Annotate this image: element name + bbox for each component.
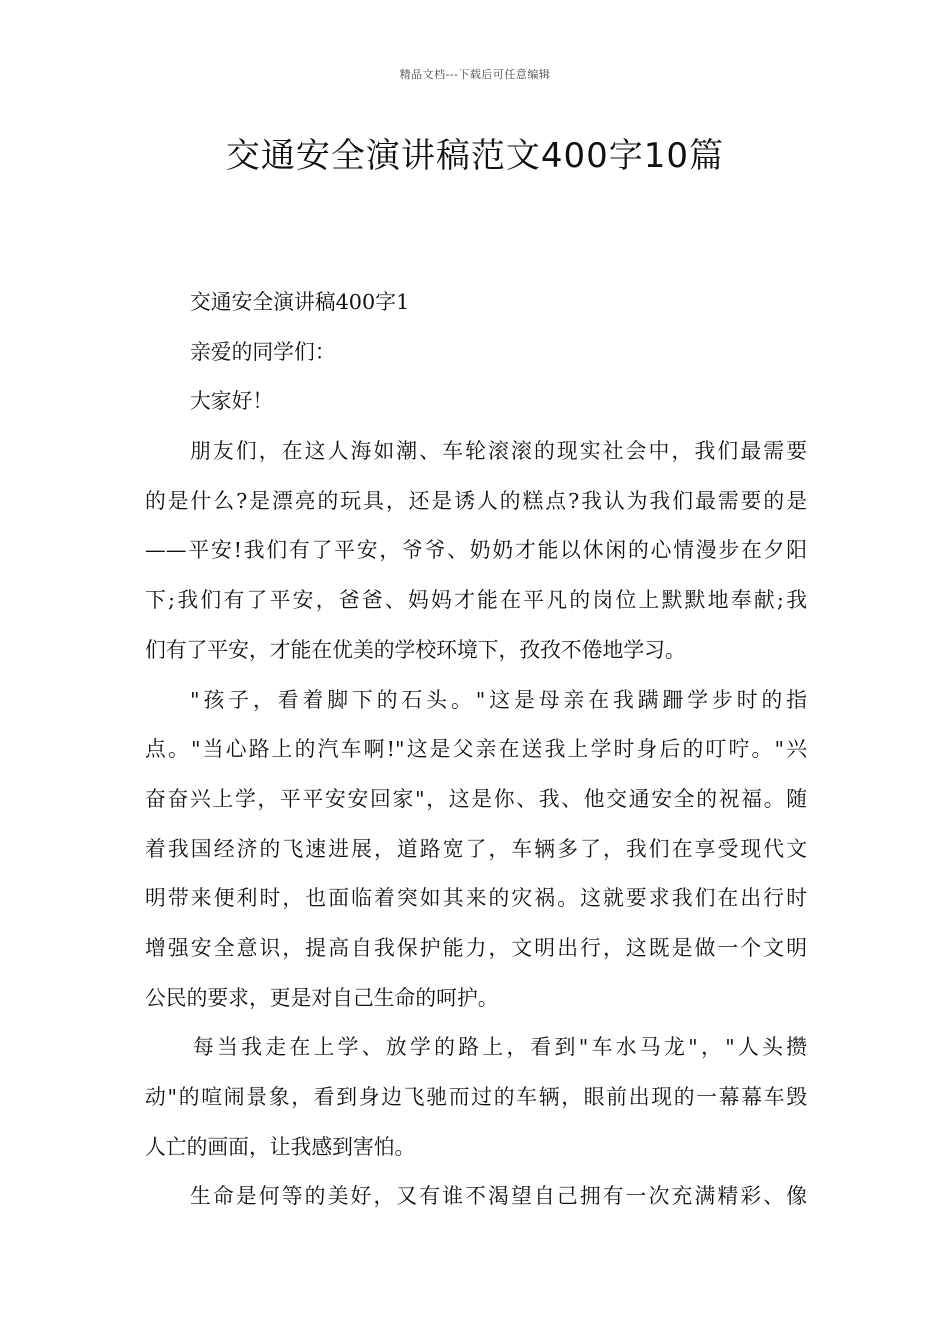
paragraph-line: 们有了平安，才能在优美的学校环境下，孜孜不倦地学习。 bbox=[145, 637, 686, 662]
paragraph-line: 点。"当心路上的汽车啊!"这是父亲在送我上学时身后的叮咛。"兴 bbox=[145, 737, 807, 762]
paragraph-line: "孩子，看着脚下的石头。"这是母亲在我蹒跚学步时的指 bbox=[190, 687, 807, 712]
paragraph-line: ——平安!我们有了平安，爷爷、奶奶才能以休闲的心情漫步在夕阳 bbox=[145, 538, 807, 563]
document-title: 交通安全演讲稿范文400字10篇 bbox=[225, 136, 725, 176]
paragraph-line: 公民的要求，更是对自己生命的呵护。 bbox=[145, 985, 499, 1010]
section-heading: 交通安全演讲稿400字1 bbox=[190, 290, 410, 314]
paragraph-line: 明带来便利时，也面临着突如其来的灾祸。这就要求我们在出行时 bbox=[145, 886, 807, 911]
page-header: 精品文档---下载后可任意编辑 bbox=[399, 68, 551, 81]
paragraph-line: 每当我走在上学、放学的路上，看到"车水马龙"，"人头攒 bbox=[193, 1035, 807, 1060]
greeting: 大家好！ bbox=[190, 389, 274, 414]
paragraph-line: 着我国经济的飞速进展，道路宽了，车辆多了，我们在享受现代文 bbox=[145, 836, 807, 861]
paragraph-line: 增强安全意识，提高自我保护能力，文明出行，这既是做一个文明 bbox=[145, 935, 807, 960]
document-body bbox=[145, 278, 807, 1222]
paragraph-line: 生命是何等的美好，又有谁不渴望自己拥有一次充满精彩、像 bbox=[190, 1184, 807, 1209]
salutation: 亲爱的同学们： bbox=[190, 339, 336, 364]
paragraph-line: 的是什么?是漂亮的玩具，还是诱人的糕点?我认为我们最需要的是 bbox=[145, 488, 807, 513]
paragraph-line: 下;我们有了平安，爸爸、妈妈才能在平凡的岗位上默默地奉献;我 bbox=[145, 588, 807, 613]
paragraph-line: 奋奋兴上学，平平安安回家"，这是你、我、他交通安全的祝福。随 bbox=[145, 786, 807, 811]
paragraph-line: 朋友们，在这人海如潮、车轮滚滚的现实社会中，我们最需要 bbox=[190, 439, 807, 464]
paragraph-line: 人亡的画面，让我感到害怕。 bbox=[145, 1134, 416, 1159]
paragraph-line: 动"的喧闹景象，看到身边飞驰而过的车辆，眼前出现的一幕幕车毁 bbox=[145, 1085, 807, 1109]
